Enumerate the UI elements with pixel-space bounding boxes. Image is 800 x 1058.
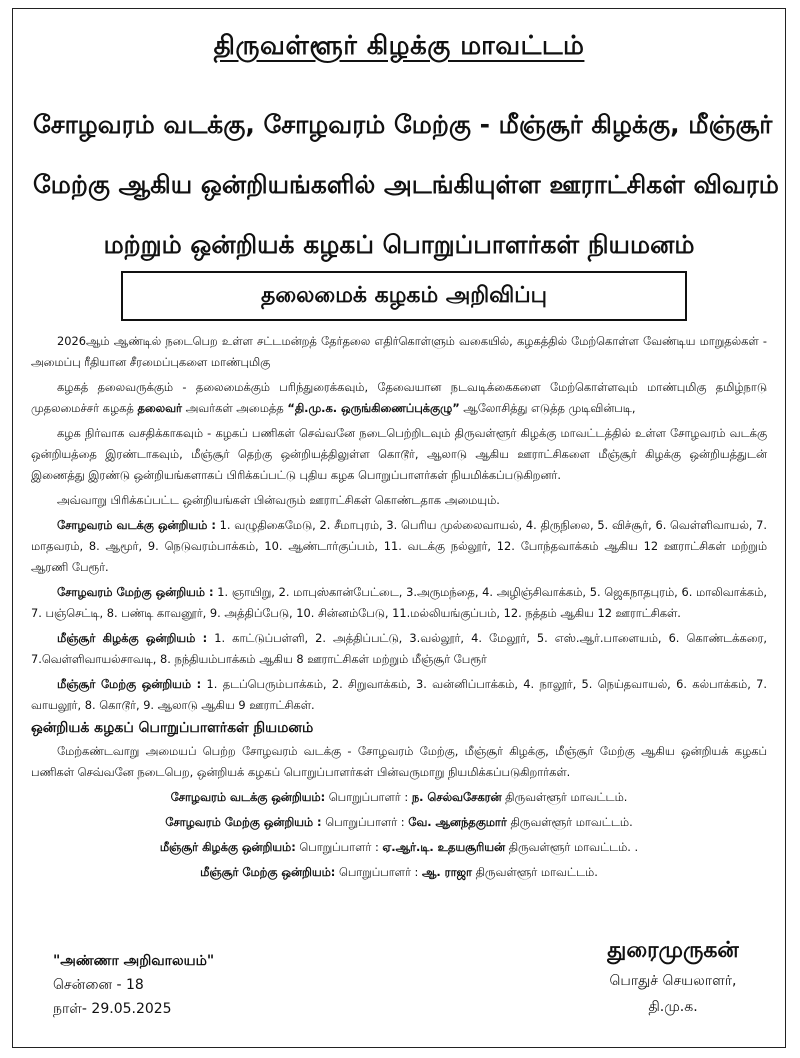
district-heading: திருவள்ளூர் கிழக்கு மாவட்டம் (213, 31, 585, 61)
title-line-2: மேற்கு ஆகிய ஒன்றியங்களில் அடங்கியுள்ள ஊராட்சிகள் விவரம் (33, 170, 779, 199)
office-city: சென்னை - 18 (53, 977, 144, 993)
appointment-district: திருவள்ளூர் மாவட்டம். . (505, 840, 639, 854)
union-panchayats: 1. தடப்பெரும்பாக்கம், 2. சிறுவாக்கம், 3. வன்னிப்பாக்கம், 4. நாலூர், 5. நெய்தவாயல், 6. கல்பாக்கம், 7. வாயலூர், 8. கொடூர், 9. ஆலாடு ஆகிய 9 ஊராட்சிகள். (31, 677, 767, 712)
appointment-union: மீஞ்சூர் மேற்கு ஒன்றியம்: (200, 865, 336, 879)
title-line-3: மற்றும் ஒன்றியக் கழகப் பொறுப்பாளர்கள் நியமனம் (103, 230, 695, 259)
signature-block (583, 934, 763, 1020)
paragraph-2-leader: தலைவர் (137, 401, 182, 415)
notice-body (31, 331, 767, 887)
appointment-district: திருவள்ளூர் மாவட்டம். (471, 865, 598, 879)
appointment-role: பொறுப்பாளர் : (335, 865, 422, 879)
union-list-item (31, 674, 767, 716)
appointment-role: பொறுப்பாளர் : (295, 840, 383, 854)
union-panchayats: 1. காட்டுப்பள்ளி, 2. அத்திப்பட்டு, 3.வல்லூர், 4. மேலூர், 5. எஸ்.ஆர்.பாளையம், 6. கொண்டக்கரை, 7.வெள்ளிவாயல்சாவடி, 8. நந்தியம்பாக்கம் ஆகிய 8 ஊராட்சிகள் மற்றும் மீஞ்சூர் பேரூர் (31, 631, 768, 666)
issuing-office (53, 949, 214, 1021)
notice-label: தலைமைக் கழகம் அறிவிப்பு (260, 283, 548, 308)
appointee-name: வே. ஆனந்தகுமார் (408, 815, 507, 829)
appointment-union: மீஞ்சூர் கிழக்கு ஒன்றியம்: (159, 840, 296, 854)
union-label: சோழவரம் வடக்கு ஒன்றியம் : (57, 518, 216, 532)
appointment-district: திருவள்ளூர் மாவட்டம். (506, 815, 633, 829)
paragraph-2-text-a: கழகத் தலைவருக்கும் - தலைமைக்கும் பரிந்துரைக்கவும், தேவையான நடவடிக்கைகளை மேற்கொள்ளவும் மாண்புமிகு தமிழ்நாடு முதலமைச்சர் கழகத் (31, 380, 767, 415)
paragraph-2-committee: “தி.மு.க. ஒருங்கிணைப்புக்குழு” (287, 401, 460, 415)
paragraph-1: 2026ஆம் ஆண்டில் நடைபெற உள்ள சட்டமன்றத் தேர்தலை எதிர்கொள்ளும் வகையில், கழகத்தில் மேற்கொள்ள வேண்டிய மாறுதல்கள் - அமைப்பு ரீதியான சீரமைப்புகளை மாண்புமிகு (31, 334, 767, 369)
appointment-union: சோழவரம் வடக்கு ஒன்றியம்: (170, 790, 326, 804)
paragraph-2-text-c: அவர்கள் அமைத்த (181, 401, 288, 415)
appointment-district: திருவள்ளூர் மாவட்டம். (501, 790, 628, 804)
paragraph-3: கழக நிர்வாக வசதிக்காகவும் - கழகப் பணிகள் செவ்வனே நடைபெற்றிடவும் திருவள்ளூர் கிழக்கு மாவட்டத்தில் உள்ள சோழவரம் வடக்கு ஒன்றியத்தை இரண்டாகவும், மீஞ்சூர் தெற்கு ஒன்றியத்திலுள்ள கொடூர், ஆலாடு ஆகிய ஊராட்சிகளை மீஞ்சூர் கிழக்கு ஒன்றியத்துடன் இணைத்து இரண்டு ஒன்றியங்களாகப் பிரிக்கப்பட்டு புதிய கழக பொறுப்பாளர்கள் நியமிக்கப்படுகிறனர். (31, 426, 767, 482)
signatory-party: தி.மு.க. (648, 999, 698, 1015)
union-list-item (31, 515, 767, 578)
appointment-row (31, 812, 767, 833)
office-address: "அண்ணா அறிவாலயம்" (53, 953, 215, 969)
appointment-row (31, 837, 767, 858)
appointment-role: பொறுப்பாளர் : (325, 790, 412, 804)
signatory-designation: பொதுச் செயலாளர், (609, 973, 737, 989)
appointment-row (31, 862, 767, 883)
appointment-intro: மேற்கண்டவாறு அமையப் பெற்ற சோழவரம் வடக்கு - சோழவரம் மேற்கு, மீஞ்சூர் கிழக்கு, மீஞ்சூர் மேற்கு ஆகிய ஒன்றியக் கழகப் பணிகள் செவ்வனே நடைபெற, ஒன்றியக் கழகப் பொறுப்பாளர்கள் பின்வருமாறு நியமிக்கப்படுகிறார்கள். (31, 744, 767, 779)
notice-page (12, 8, 786, 1048)
union-label: மீஞ்சூர் கிழக்கு ஒன்றியம் : (57, 631, 208, 645)
union-panchayats: 1. ஞாயிறு, 2. மாபுஸ்கான்பேட்டை, 3.அருமந்தை, 4. அழிஞ்சிவாக்கம், 5. ஜெகநாதபுரம், 6. மாலிவாக்கம், 7. பஞ்செட்டி, 8. பண்டி காவனூர், 9. அத்திப்பேடு, 10. சின்னம்பேடு, 11.மல்லியங்குப்பம், 12. நத்தம் ஆகிய 12 ஊராட்சிகள். (31, 585, 767, 620)
signatory-name: துரைமுருகன் (607, 938, 739, 963)
appointment-union: சோழவரம் மேற்கு ஒன்றியம் : (165, 815, 322, 829)
paragraph-2 (31, 377, 767, 419)
appointee-name: ந. செல்வசேகரன் (411, 790, 502, 804)
union-panchayats: 1. வழுதிகைமேடு, 2. சீமாபுரம், 3. பெரிய முல்லைவாயல், 4. திருநிலை, 5. விச்சூர், 6. வெள்ளிவாயல், 7. மாதவரம், 8. ஆமூர், 9. நெடுவரம்பாக்கம், 10. ஆண்டார்குப்பம், 11. வடக்கு நல்லூர், 12. போந்தவாக்கம் ஆகிய 12 ஊராட்சிகள் மற்றும் ஆரணி பேரூர். (31, 518, 767, 574)
title-line-1: சோழவரம் வடக்கு, சோழவரம் மேற்கு - மீஞ்சூர் கிழக்கு, மீஞ்சூர் (33, 110, 773, 139)
appointment-role: பொறுப்பாளர் : (321, 815, 409, 829)
union-list-item (31, 582, 767, 624)
notice-date: நாள்- 29.05.2025 (53, 1001, 172, 1017)
union-list-item (31, 628, 767, 670)
paragraph-2-text-e: ஆலோசித்து எடுத்த முடிவின்படி, (459, 401, 636, 415)
union-label: மீஞ்சூர் மேற்கு ஒன்றியம் : (57, 677, 202, 691)
union-label: சோழவரம் மேற்கு ஒன்றியம் : (57, 585, 214, 599)
appointment-row (31, 787, 767, 808)
notice-title (33, 95, 779, 275)
paragraph-4: அவ்வாறு பிரிக்கப்பட்ட ஒன்றியங்கள் பின்வரும் ஊராட்சிகள் கொண்டதாக அமையும். (57, 493, 500, 507)
notice-label-box (121, 271, 687, 321)
appointee-name: ஏ.ஆர்.டி. உதயசூரியன் (382, 840, 506, 854)
appointee-name: ஆ. ராஜா (421, 865, 472, 879)
appointment-heading: ஒன்றியக் கழகப் பொறுப்பாளர்கள் நியமனம் (31, 720, 314, 736)
